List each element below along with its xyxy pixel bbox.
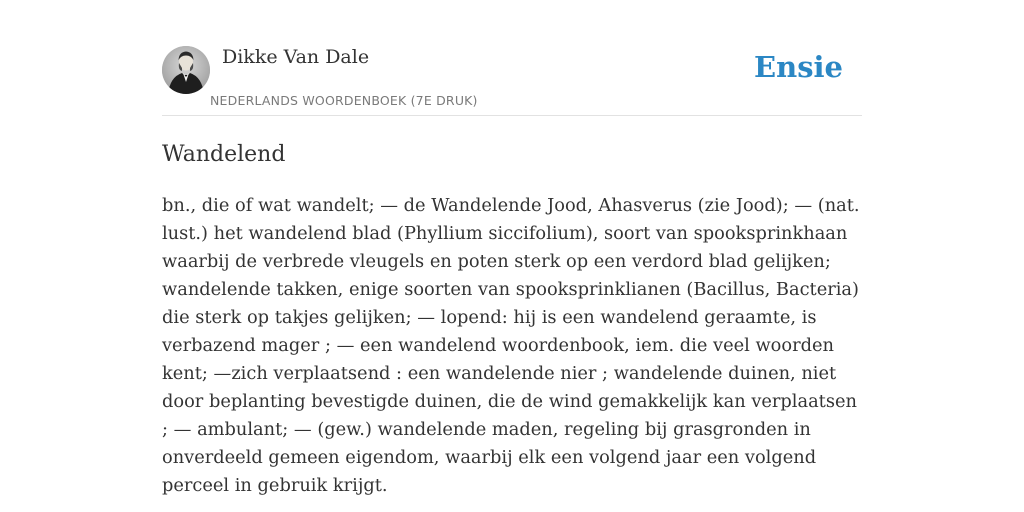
entry-card [162, 44, 862, 500]
ensie-logo-link[interactable]: Ensie [754, 50, 843, 84]
portrait-photo-icon [162, 46, 210, 94]
entry-title: Wandelend [162, 142, 286, 167]
source-subtitle[interactable]: NEDERLANDS WOORDENBOEK (7E DRUK) [210, 93, 478, 108]
author-avatar[interactable] [162, 46, 210, 94]
author-name[interactable]: Dikke Van Dale [222, 46, 370, 68]
entry-definition: bn., die of wat wandelt; — de Wandelende Jood, Ahasverus (zie Jood); — (nat. lust.) het wandelend blad (Phyllium siccifolium), soort van spooksprinkhaan waarbij de verbrede vleugels en poten sterk op een verdord blad gelijken; wandelende takken, enige soorten van spooksprinklianen (Bacillus, Bacteria) die sterk op takjes gelijken; — lopend: hij is een wandelend geraamte, is verbazend mager ; — een wandelend woordenbook, iem. die veel woorden kent; —zich verplaatsend : een wandelende nier ; wandelende duinen, niet door beplanting bevestigde duinen, die de wind gemakkelijk kan verplaatsen ; — ambulant; — (gew.) wandelende maden, regeling bij grasgronden in onverdeeld gemeen eigendom, waarbij elk een volgend jaar een volgend perceel in gebruik krijgt. [162, 195, 860, 496]
entry-header [162, 44, 862, 116]
